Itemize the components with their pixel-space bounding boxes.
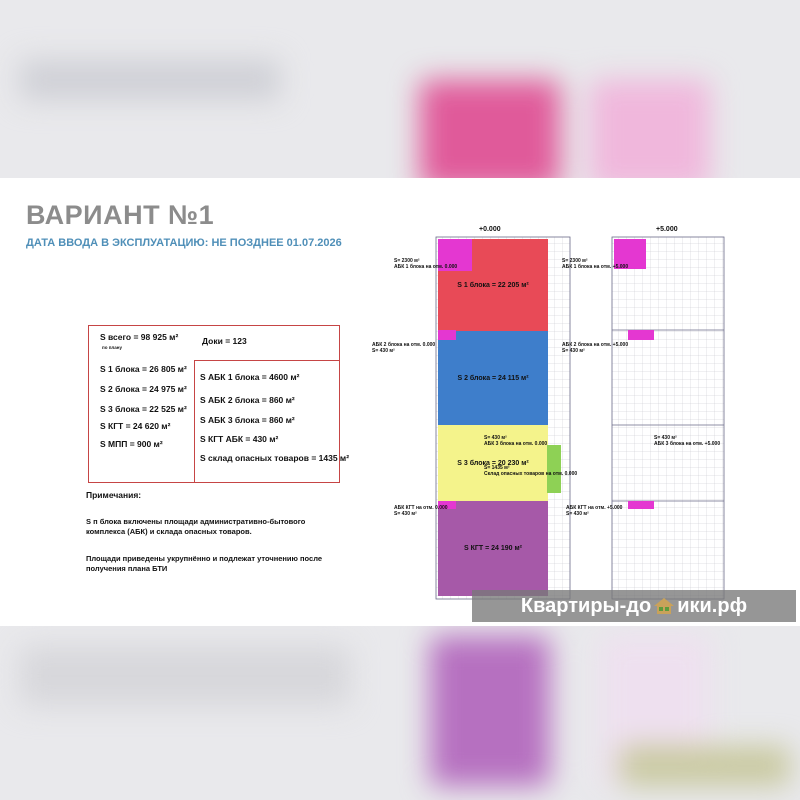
hazardous-storage-area: S склад опасных товаров = 1435 м² <box>200 453 350 463</box>
abk-area-3: S АБК 3 блока = 860 м² <box>200 415 295 425</box>
abk-2-upper-note: АБК 2 блока на отм. +5.000 S= 430 м² <box>562 342 629 354</box>
abk-3-level-note: S= 430 м² АБК 3 блока на отм. 0.000 <box>484 435 548 447</box>
block-area-kgt: S КГТ = 24 620 м² <box>100 421 171 431</box>
abk-2-upper-zone <box>628 330 654 340</box>
abk-2-level-note: АБК 2 блока на отм. 0.000 S= 430 м² <box>372 342 436 354</box>
presentation-slide <box>14 183 786 611</box>
note-abk-included: S п блока включены площади административно-бытового комплекса (АБК) и склада опасных товаров. <box>86 517 306 536</box>
summary-divider <box>194 360 195 481</box>
plan-level-0: +0.000 <box>479 226 501 233</box>
watermark-text-left: Квартиры-до <box>520 594 652 617</box>
abk-kgt-upper-note: АБК КГТ на отм. +5.000 S= 430 м² <box>566 505 623 517</box>
abk-area-kgt: S КГТ АБК = 430 м² <box>200 434 279 444</box>
site-watermark <box>472 590 796 622</box>
abk-area-1: S АБК 1 блока = 4600 м² <box>200 372 300 382</box>
slide-subtitle: ДАТА ВВОДА В ЭКСПЛУАТАЦИЮ: НЕ ПОЗДНЕЕ 01.07.2026 <box>26 237 342 249</box>
block-1-label: S 1 блока = 22 205 м² <box>457 281 529 289</box>
block-area-3: S 3 блока = 22 525 м² <box>100 404 187 414</box>
block-kgt-label: S КГТ = 24 190 м² <box>464 545 522 552</box>
abk-kgt-upper-zone <box>628 501 654 509</box>
block-kgt-area <box>438 501 548 596</box>
total-area: S всего = 98 925 м² <box>100 332 179 342</box>
abk-kgt-level-note: АБК КГТ на отм. 0.000 S= 430 м² <box>394 505 448 517</box>
hazardous-storage-note: S= 1435 м² Склад опасных товаров на отм. 0.000 <box>484 465 578 477</box>
blurred-background-bottom <box>0 626 800 800</box>
block-area-mpp: S МПП = 900 м² <box>100 439 163 449</box>
floor-plan-upper <box>610 235 730 605</box>
block-2-label: S 2 блока = 24 115 м² <box>457 374 529 382</box>
abk-1-area-note: S= 2300 м² АБК 1 блока на отм. 0.000 <box>394 258 458 270</box>
abk-area-2: S АБК 2 блока = 860 м² <box>200 395 295 405</box>
block-3-label: S 3 блока = 20 230 м² <box>457 459 529 467</box>
house-icon <box>653 597 675 615</box>
abk-2-zone <box>438 330 456 340</box>
total-area-note: по плану <box>102 345 123 350</box>
blurred-background-top <box>0 0 800 178</box>
docks-count: Доки = 123 <box>202 336 247 346</box>
notes-title: Примечания: <box>86 490 142 500</box>
block-area-1: S 1 блока = 26 805 м² <box>100 364 187 374</box>
block-area-2: S 2 блока = 24 975 м² <box>100 384 187 394</box>
abk-3-upper-note: S= 430 м² АБК 3 блока на отм. +5.000 <box>654 435 721 447</box>
plan-level-5: +5.000 <box>656 226 678 233</box>
slide-title: ВАРИАНТ №1 <box>26 200 215 230</box>
note-approximate-areas: Площади приведены укрупнённо и подлежат уточнению после получения плана БТИ <box>86 554 323 573</box>
block-2-area <box>438 331 548 425</box>
abk-1-upper-note: S= 2300 м² АБК 1 блока на отм. +5.000 <box>562 258 629 270</box>
watermark-text-right: ики.рф <box>677 594 748 617</box>
